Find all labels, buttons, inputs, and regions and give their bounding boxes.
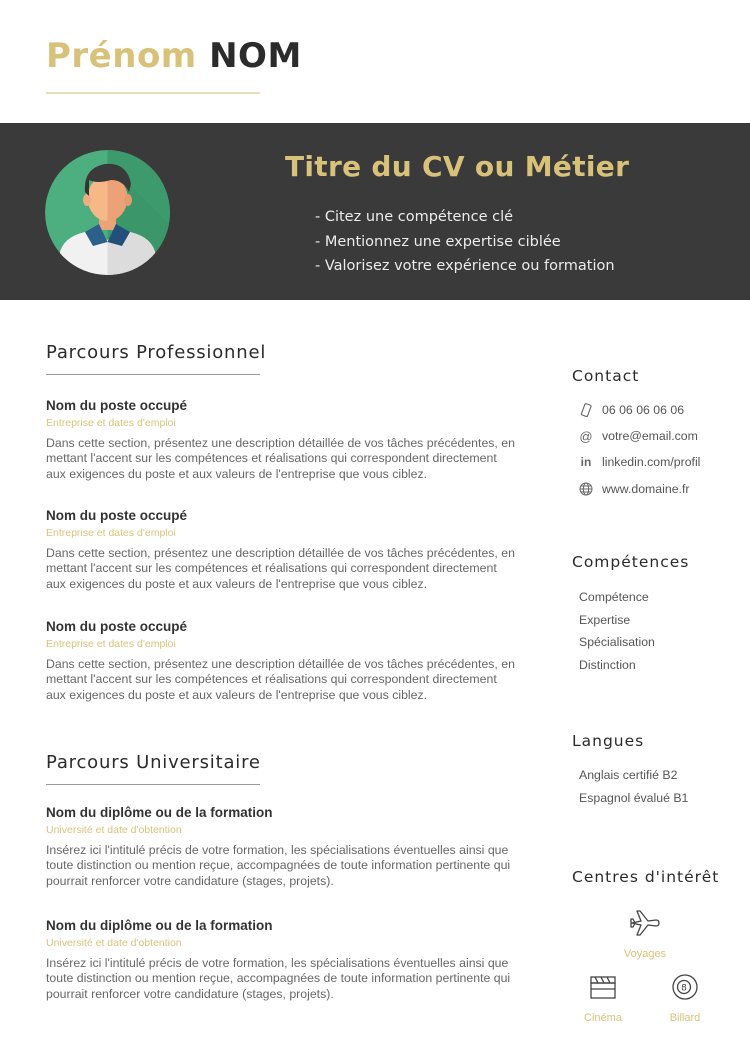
airplane-icon (614, 906, 676, 940)
clapperboard-icon (572, 972, 634, 1002)
education-title: Nom du diplôme ou de la formation (46, 805, 273, 820)
contact-phone[interactable] (578, 400, 684, 420)
skills-section-title: Compétences (572, 553, 690, 571)
last-name: NOM (209, 36, 302, 76)
experience-entry (46, 398, 516, 482)
interest-voyages (614, 906, 676, 960)
education-entry (46, 805, 516, 889)
education-subtitle: Université et date d'obtention (46, 824, 182, 836)
highlight-item: - Citez une compétence clé (315, 209, 514, 225)
interest-cinema (572, 972, 634, 1024)
section-divider (46, 374, 260, 375)
highlight-item: - Mentionnez une expertise ciblée (315, 233, 561, 250)
globe-icon (578, 481, 594, 497)
professional-section-title: Parcours Professionnel (46, 342, 267, 363)
skill-item: Compétence (579, 590, 649, 604)
contact-linkedin[interactable] (578, 452, 700, 472)
interest-label: Billard (669, 1012, 701, 1024)
highlight-item: - Valorisez votre expérience ou formation (315, 258, 615, 274)
contact-email[interactable] (578, 426, 698, 446)
skill-item: Expertise (579, 613, 631, 627)
experience-subtitle: Entreprise et dates d'emploi (46, 527, 176, 539)
languages-section-title: Langues (572, 732, 645, 750)
contact-website[interactable] (578, 479, 689, 499)
billiard-ball-icon (654, 972, 716, 1002)
experience-description: Dans cette section, présentez une description détaillée de vos tâches précédentes, en mettant l'accent sur les compétences et réalisations qui correspondent directement aux exigences du poste et aux valeurs de l'entreprise que vous ciblez. (46, 546, 515, 591)
email-address: votre@email.com (602, 429, 698, 443)
experience-subtitle: Entreprise et dates d'emploi (46, 417, 176, 429)
skill-item: Spécialisation (579, 635, 655, 649)
svg-text:8: 8 (681, 983, 687, 994)
website-url: www.domaine.fr (602, 482, 690, 496)
experience-description: Dans cette section, présentez une description détaillée de vos tâches précédentes, en mettant l'accent sur les compétences et réalisations qui correspondent directement aux exigences du poste et aux valeurs de l'entreprise que vous ciblez. (46, 657, 515, 702)
experience-title: Nom du poste occupé (46, 398, 188, 413)
experience-subtitle: Entreprise et dates d'emploi (46, 638, 176, 650)
education-entry (46, 918, 516, 1002)
phone-icon (578, 402, 594, 418)
language-item: Espagnol évalué B1 (579, 791, 689, 805)
interest-billard (654, 972, 716, 1024)
interest-label: Cinéma (584, 1012, 622, 1024)
job-title: Titre du CV ou Métier (285, 150, 630, 183)
experience-title: Nom du poste occupé (46, 619, 188, 634)
avatar (45, 150, 170, 275)
experience-title: Nom du poste occupé (46, 508, 188, 523)
education-title: Nom du diplôme ou de la formation (46, 918, 273, 933)
language-item: Anglais certifié B2 (579, 768, 678, 782)
experience-entry (46, 619, 516, 703)
experience-entry (46, 508, 516, 592)
phone-number: 06 06 06 06 06 (602, 403, 685, 417)
education-description: Insérez ici l'intitulé précis de votre formation, les spécialisations éventuelles ainsi que toute distinction ou mention reçue, accompagnées de toute information pertinente qui pourrait renforcer votre candidature (stages, projets). (46, 956, 511, 1001)
skill-item: Distinction (579, 658, 636, 672)
name-underline (46, 92, 260, 94)
candidate-name (46, 36, 302, 76)
at-icon: @ (579, 428, 593, 444)
education-subtitle: Université et date d'obtention (46, 937, 182, 949)
avatar-illustration (45, 150, 170, 275)
interest-label: Voyages (623, 948, 667, 960)
section-divider (46, 784, 260, 785)
education-description: Insérez ici l'intitulé précis de votre formation, les spécialisations éventuelles ainsi que toute distinction ou mention reçue, accompagnées de toute information pertinente qui pourrait renforcer votre candidature (stages, projets). (46, 843, 511, 888)
interests-section-title: Centres d'intérêt (572, 868, 720, 886)
contact-section-title: Contact (572, 367, 640, 385)
headline-highlights (315, 207, 615, 281)
linkedin-icon: in (580, 455, 592, 469)
first-name: Prénom (46, 36, 197, 76)
education-section-title: Parcours Universitaire (46, 752, 261, 773)
linkedin-url: linkedin.com/profil (602, 455, 701, 469)
experience-description: Dans cette section, présentez une description détaillée de vos tâches précédentes, en mettant l'accent sur les compétences et réalisations qui correspondent directement aux exigences du poste et aux valeurs de l'entreprise que vous ciblez. (46, 436, 515, 481)
